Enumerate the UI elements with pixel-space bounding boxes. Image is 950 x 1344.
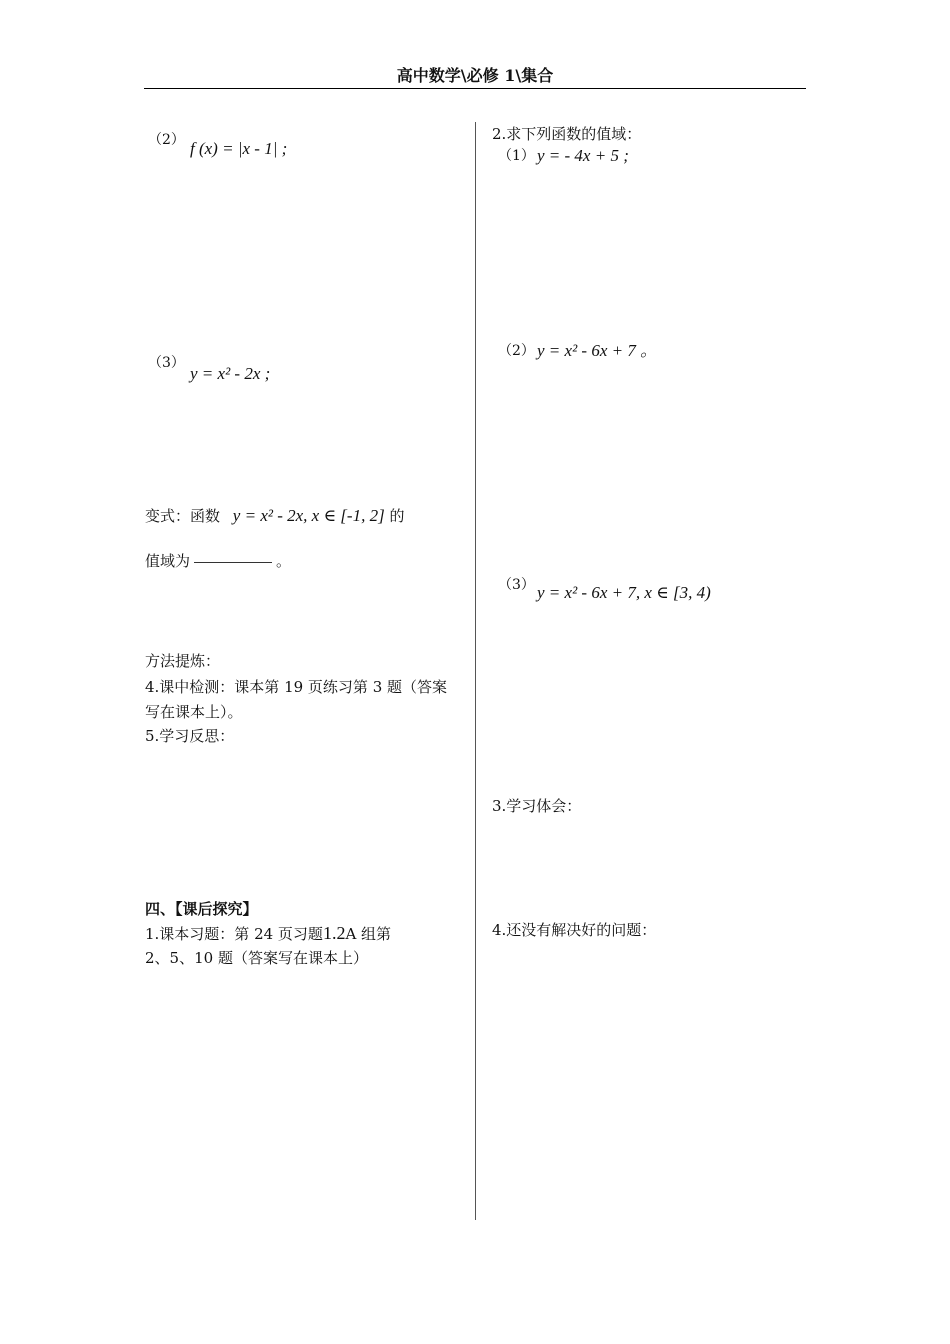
variant-formula: y = x² - 2x, x ∈ [-1, 2] <box>232 506 385 525</box>
range-line <box>145 552 291 570</box>
q3-expression <box>190 364 270 384</box>
r1-label: （1） <box>498 148 535 164</box>
unsolved-heading: 4.还没有解决好的问题： <box>492 921 657 939</box>
homework-line-1a: 1.课本习题：第 24 页习题 <box>145 925 323 943</box>
header-rule <box>144 88 806 89</box>
section-4-heading: 四、【课后探究】 <box>145 900 258 918</box>
q3-formula: y = x² - 2x ; <box>190 364 271 383</box>
check-line-1: 4.课中检测：课本第 19 页练习第 3 题（答案 <box>145 678 448 696</box>
check-line-2: 写在课本上）。 <box>145 703 243 721</box>
r2-formula: y = x² - 6x + 7 。 <box>537 341 658 360</box>
range-prefix: 值域为 <box>145 552 191 570</box>
column-divider <box>475 122 476 1220</box>
q2-formula: f (x) = |x - 1| ; <box>190 139 288 158</box>
r3-label: （3） <box>498 577 535 593</box>
homework-line-2: 2、5、10 题（答案写在课本上） <box>145 949 368 967</box>
experience-heading: 3.学习体会： <box>492 797 582 815</box>
variant-prefix: 变式：函数 <box>145 507 221 525</box>
reflection-heading: 5.学习反思： <box>145 727 235 745</box>
homework-exercise-number: 1.2 <box>322 923 346 943</box>
variant-line <box>145 506 404 526</box>
homework-line-1 <box>145 923 391 945</box>
answer-blank[interactable] <box>194 562 272 563</box>
variant-suffix: 的 <box>389 507 405 525</box>
method-heading: 方法提炼： <box>145 652 221 670</box>
range-suffix: 。 <box>276 552 292 570</box>
q2-expression <box>190 139 287 159</box>
r1-formula: y = - 4x + 5 ; <box>537 146 629 165</box>
q3-label: （3） <box>148 355 185 371</box>
r2-label: （2） <box>498 343 535 359</box>
r3-formula: y = x² - 6x + 7, x ∈ [3, 4) <box>537 583 711 602</box>
q2-label: （2） <box>148 132 185 148</box>
task-heading: 2.求下列函数的值域： <box>492 125 642 143</box>
page-header-title: 高中数学\必修 1\集合 <box>396 66 554 85</box>
homework-line-1b: A 组第 <box>345 925 392 943</box>
